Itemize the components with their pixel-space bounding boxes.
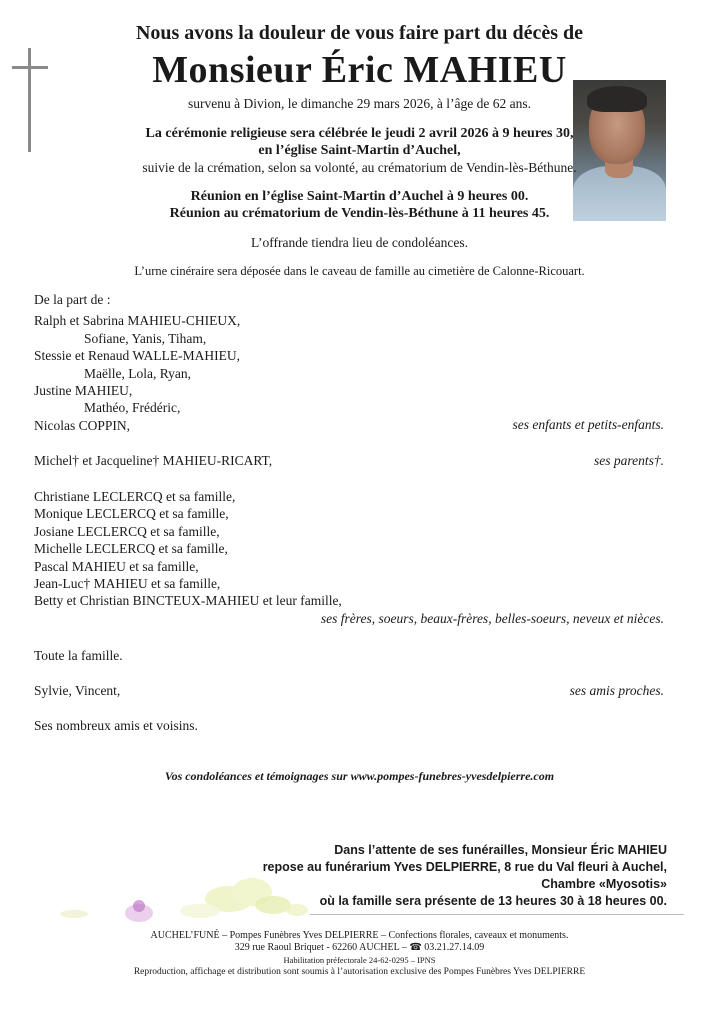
all-family: Toute la famille.: [34, 648, 123, 663]
divider: [310, 914, 684, 915]
list-item: Pascal MAHIEU et sa famille,: [34, 558, 199, 574]
offrande-note: L’offrande tiendra lieu de condoléances.: [250, 235, 469, 250]
children-relation: ses enfants et petits-enfants.: [512, 417, 664, 432]
list-item: Mathéo, Frédéric,: [84, 400, 181, 416]
footer-address: 329 rue Raoul Briquet - 62260 AUCHEL – ☎ 03.21.27.14.09: [234, 942, 485, 953]
deceased-name: Monsieur Éric MAHIEU: [152, 49, 567, 91]
list-item: Jean-Luc† MAHIEU et sa famille,: [34, 575, 221, 591]
parents-relation: ses parents†.: [594, 453, 664, 468]
ceremony-line-3: suivie de la crémation, selon sa volonté, au crématorium de Vendin-lès-Béthune.: [142, 160, 577, 175]
funerarium-line-4: où la famille sera présente de 13 heures 30 à 18 heures 00.: [319, 894, 667, 908]
announcement-heading: Nous avons la douleur de vous faire part du décès de: [135, 22, 584, 44]
footer-habilitation: Habilitation préfectorale 24-62-0295 – IPNS: [283, 955, 436, 965]
list-item: Ralph et Sabrina MAHIEU-CHIEUX,: [34, 313, 241, 329]
siblings-relation: ses frères, soeurs, beaux-frères, belles-soeurs, neveux et nièces.: [320, 611, 664, 626]
funerarium-info: [147, 842, 667, 910]
family-list: [34, 291, 240, 434]
list-item: Nicolas COPPIN,: [34, 417, 131, 433]
urne-note: L’urne cinéraire sera déposée dans le caveau de famille au cimetière de Calonne-Ricouart.: [134, 264, 585, 278]
ceremony-line-1: La cérémonie religieuse sera célébrée le jeudi 2 avril 2026 à 9 heures 30,: [145, 126, 574, 141]
siblings-list: [34, 488, 342, 610]
ceremony-line-2: en l’église Saint-Martin d’Auchel,: [258, 143, 461, 158]
list-item: Maëlle, Lola, Ryan,: [84, 365, 192, 381]
reunion-crematorium: Réunion au crématorium de Vendin-lès-Béthune à 11 heures 45.: [169, 206, 550, 221]
list-item: Michelle LECLERCQ et sa famille,: [34, 541, 228, 557]
list-item: Justine MAHIEU,: [34, 382, 133, 398]
parents-line: Michel† et Jacqueline† MAHIEU-RICART,: [34, 453, 273, 468]
footer: [0, 930, 719, 978]
list-item: Monique LECLERCQ et sa famille,: [34, 506, 229, 522]
list-item: Josiane LECLERCQ et sa famille,: [34, 523, 220, 539]
condolences-link-note: Vos condoléances et témoignages sur www.pompes-funebres-yvesdelpierre.com: [164, 769, 555, 783]
death-details: survenu à Divion, le dimanche 29 mars 2026, à l’âge de 62 ans.: [187, 96, 532, 111]
list-item: Christiane LECLERCQ et sa famille,: [34, 489, 236, 504]
funerarium-line-3: Chambre «Myosotis»: [541, 877, 667, 891]
reunion-church: Réunion en l’église Saint-Martin d’Auchel à 9 heures 00.: [190, 189, 529, 204]
funerarium-line-2: repose au funérarium Yves DELPIERRE, 8 rue du Val fleuri à Auchel,: [262, 860, 667, 874]
footer-company: AUCHEL’FUNÉ – Pompes Funèbres Yves DELPIERRE – Confections florales, caveaux et monuments.: [150, 930, 569, 941]
footer-reproduction: Reproduction, affichage et distribution sont soumis à l’autorisation exclusive des Pompes Funèbres Yves DELPIERRE: [133, 967, 586, 977]
neighbors-line: Ses nombreux amis et voisins.: [34, 718, 198, 733]
list-item: Betty et Christian BINCTEUX-MAHIEU et leur famille,: [34, 593, 342, 609]
funerarium-line-1: Dans l’attente de ses funérailles, Monsieur Éric MAHIEU: [334, 843, 667, 857]
friends-line: Sylvie, Vincent,: [34, 683, 121, 698]
list-item: Sofiane, Yanis, Tiham,: [84, 330, 207, 346]
list-item: Stessie et Renaud WALLE-MAHIEU,: [34, 348, 240, 364]
friends-relation: ses amis proches.: [569, 683, 664, 698]
family-intro: De la part de :: [34, 292, 111, 307]
